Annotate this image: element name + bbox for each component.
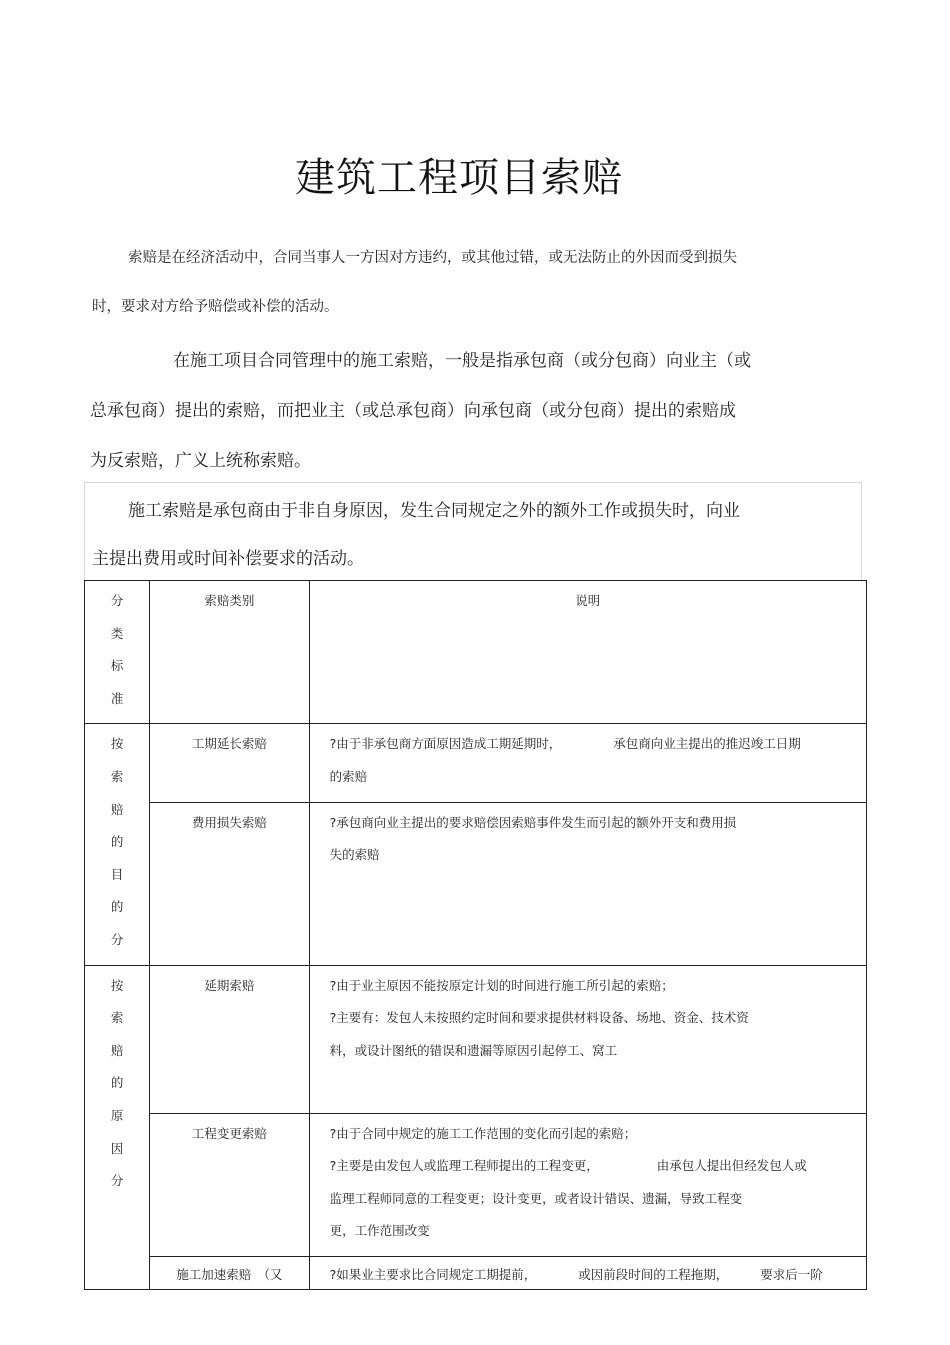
category-cell: 工程变更索赔 (150, 1113, 309, 1256)
group-label-by-cause: 按 索 赔 的 原 因 分 (85, 965, 150, 1289)
description-cell: ?如果业主要求比合同规定工期提前， 或因前段时间的工程拖期， 要求后一阶 (309, 1256, 866, 1289)
claims-classification-table (84, 580, 867, 1290)
table-row (85, 1256, 867, 1289)
description-cell: ?由于业主原因不能按原定计划的时间进行施工所引起的索赔； ?主要有：发包人未按照约定时间和要求提供材料设备、场地、资金、技术资 料，或设计图纸的错误和遗漏等原因引起停工、窝工 (309, 965, 866, 1113)
paragraph-2-line-3: 为反索赔，广义上统称索赔。 (90, 451, 311, 471)
category-cell: 工期延长索赔 (150, 724, 309, 803)
header-claim-category: 索赔类别 (150, 581, 309, 724)
category-cell: 延期索赔 (150, 965, 309, 1113)
table-row (85, 965, 867, 1113)
definition-line-2: 主提出费用或时间补偿要求的活动。 (92, 549, 364, 569)
table-header-row (85, 581, 867, 724)
group-label-by-purpose: 按 索 赔 的 目 的 分 (85, 724, 150, 965)
header-description: 说明 (309, 581, 866, 724)
table-row (85, 802, 867, 965)
table-row (85, 724, 867, 803)
intro-paragraph-line-1: 索赔是在经济活动中，合同当事人一方因对方违约，或其他过错，或无法防止的外因而受到损失 (128, 250, 737, 266)
description-cell: ?承包商向业主提出的要求赔偿因索赔事件发生而引起的额外开支和费用损 失的索赔 (309, 802, 866, 965)
page-title: 建筑工程项目索赔 (295, 155, 623, 201)
definition-line-1: 施工索赔是承包商由于非自身原因，发生合同规定之外的额外工作或损失时，向业 (128, 501, 740, 521)
paragraph-2-line-1: 在施工项目合同管理中的施工索赔，一般是指承包商（或分包商）向业主（或 (173, 351, 751, 371)
description-cell: ?由于合同中规定的施工工作范围的变化而引起的索赔； ?主要是由发包人或监理工程师提出的工程变更， 由承包人提出但经发包人或 监理工程师同意的工程变更；设计变更，或者设计错误、遗漏，导致工程变 更，工作范围改变 (309, 1113, 866, 1256)
intro-paragraph-line-2: 时，要求对方给予赔偿或补偿的活动。 (92, 299, 339, 315)
paragraph-2-line-2: 总承包商）提出的索赔，而把业主（或总承包商）向承包商（或分包商）提出的索赔成 (90, 401, 736, 421)
table-row (85, 1113, 867, 1256)
category-cell: 施工加速索赔 （又 (150, 1256, 309, 1289)
description-cell: ?由于非承包商方面原因造成工期延期时， 承包商向业主提出的推迟竣工日期 的索赔 (309, 724, 866, 803)
header-classification-standard: 分 类 标 准 (85, 581, 150, 724)
category-cell: 费用损失索赔 (150, 802, 309, 965)
